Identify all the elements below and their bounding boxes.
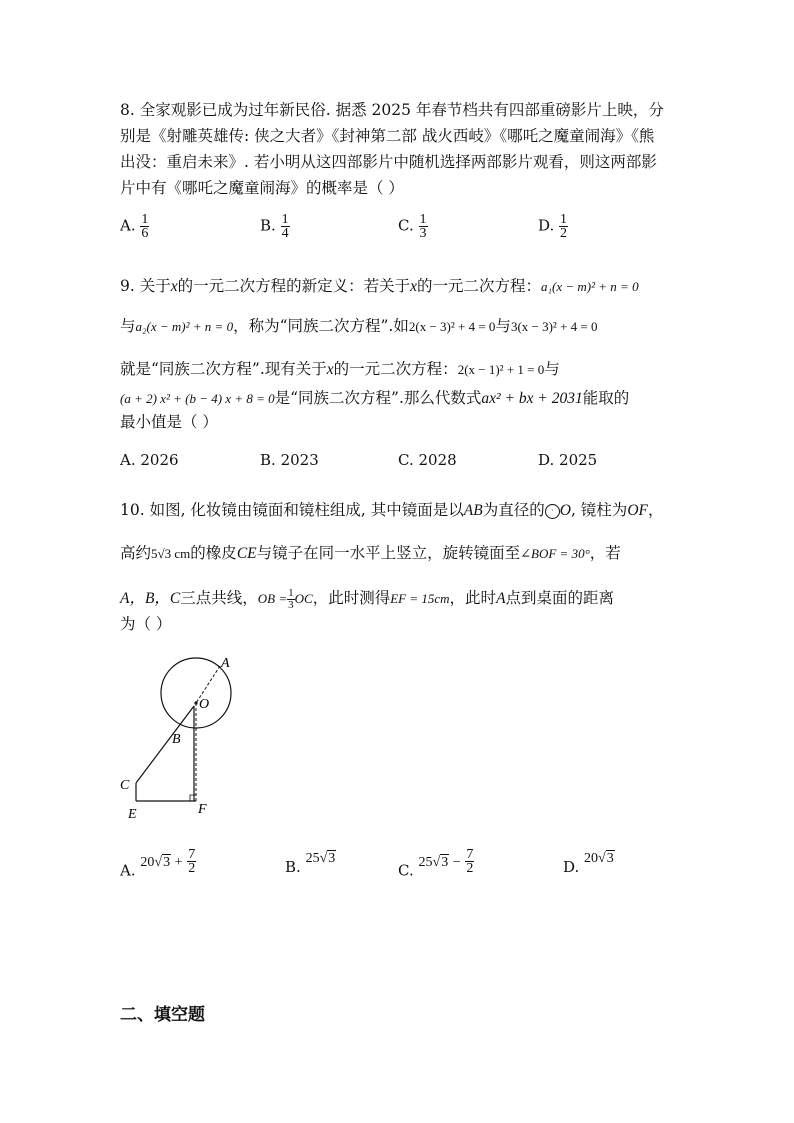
q8-line-3: 出没：重启未来》. 若小明从这四部影片中随机选择两部影片观看，则这两部影 bbox=[120, 153, 657, 171]
radicand: 3 bbox=[606, 851, 614, 866]
q9-text: 与 bbox=[120, 317, 136, 335]
sign: + bbox=[174, 854, 183, 870]
coefficient: 25 bbox=[418, 854, 433, 870]
q10-text: 为直径的 bbox=[482, 501, 545, 519]
option-letter: A. bbox=[120, 861, 136, 880]
q9-text: ，称为“同族二次方程”.如 bbox=[233, 317, 409, 335]
radicand: 3 bbox=[163, 854, 171, 870]
option-letter: B. bbox=[260, 451, 276, 469]
q9-line-5: 最小值是（ ） bbox=[120, 413, 218, 431]
option-letter: A. bbox=[120, 451, 136, 469]
q9-equation-6: (a + 2) x² + (b − 4) x + 8 = 0 bbox=[120, 391, 275, 406]
option-value: 2028 bbox=[418, 451, 457, 469]
q10-text: ， bbox=[647, 501, 664, 519]
option-letter: A. bbox=[120, 216, 136, 235]
q10-text: 的橡皮 bbox=[190, 544, 237, 562]
option-letter: B. bbox=[285, 858, 301, 876]
segment-ab: AB bbox=[463, 502, 483, 519]
option-letter: C. bbox=[398, 861, 414, 880]
q10-text: 三点共线， bbox=[180, 589, 258, 607]
q10-option-b: B. 25√3 bbox=[285, 851, 336, 876]
section-title: 二、填空题 bbox=[120, 1005, 205, 1025]
q9-text: 9. 关于 bbox=[120, 277, 171, 295]
segment-ce: CE bbox=[236, 545, 257, 562]
q10-text: ，此时 bbox=[449, 589, 497, 607]
radicand: 3 bbox=[328, 851, 336, 866]
point-o: O bbox=[559, 502, 571, 519]
q9-equation-5: 2(x − 1)² + 1 = 0 bbox=[457, 362, 545, 377]
label-b: B bbox=[172, 732, 181, 747]
fraction-denominator: 3 bbox=[419, 226, 427, 241]
q9-text: 与 bbox=[544, 360, 560, 378]
q9-option-d bbox=[538, 451, 597, 469]
q8-option-d bbox=[538, 213, 568, 240]
q9-option-b bbox=[260, 451, 319, 469]
fraction-numerator: 1 bbox=[141, 212, 149, 227]
q9-text: 是“同族二次方程”.那么代数式 bbox=[274, 389, 482, 407]
q10-text: ，此时测得 bbox=[312, 589, 391, 607]
ef-value: EF = 15cm bbox=[390, 591, 450, 606]
fraction-denominator: 2 bbox=[466, 861, 474, 876]
q10-option-c: C. 25√3 − $\frac{7}{2}$ bbox=[398, 847, 474, 880]
q9-text: 与 bbox=[495, 317, 511, 335]
option-value: 2026 bbox=[140, 451, 179, 469]
q8-line-4: 片中有《哪吒之魔童闹海》的概率是（ ） bbox=[120, 179, 404, 197]
height-value: 5√3 cm bbox=[151, 546, 191, 561]
label-e: E bbox=[128, 807, 137, 822]
mirror-figure bbox=[110, 648, 250, 823]
option-letter: C. bbox=[398, 216, 414, 235]
sign: − bbox=[452, 854, 461, 870]
line-bc bbox=[136, 706, 194, 783]
q10-text: 高约 bbox=[120, 544, 152, 562]
segment-of: OF bbox=[627, 502, 648, 519]
q9-line-2 bbox=[120, 314, 598, 339]
fraction-denominator: 6 bbox=[141, 226, 149, 241]
q9-equation-2: a₂(x − m)² + n = 0 bbox=[135, 319, 234, 334]
var-x: x bbox=[326, 361, 334, 378]
fraction-denominator: 2 bbox=[560, 226, 568, 241]
label-c: C bbox=[120, 778, 130, 793]
fraction-numerator: 7 bbox=[466, 847, 474, 862]
var-x: x bbox=[170, 278, 178, 295]
label-f: F bbox=[198, 802, 207, 817]
option-letter: B. bbox=[260, 216, 276, 235]
coefficient: 25 bbox=[305, 851, 320, 866]
q9-option-a bbox=[120, 451, 179, 469]
q10-line-2 bbox=[120, 541, 621, 566]
q10-text: ，若 bbox=[589, 544, 621, 562]
q10-option-a: A. 20√3 + $\frac{7}{2}$ bbox=[120, 847, 196, 880]
fraction-denominator: 4 bbox=[281, 226, 289, 241]
q9-line-4 bbox=[120, 386, 629, 411]
q8-option-c bbox=[398, 213, 428, 240]
q10-text: 点到桌面的距离 bbox=[505, 589, 615, 607]
fraction-numerator: 1 bbox=[419, 212, 427, 227]
point-a: A bbox=[496, 590, 506, 607]
option-value: 2023 bbox=[280, 451, 319, 469]
q10-option-d: D. 20√3 bbox=[563, 851, 614, 876]
q10-line-3 bbox=[120, 586, 614, 611]
label-o: O bbox=[199, 697, 210, 712]
angle-bof: ∠BOF = 30° bbox=[520, 546, 590, 561]
fraction-numerator: 1 bbox=[560, 212, 568, 227]
q8-option-b bbox=[260, 213, 290, 240]
option-letter: C. bbox=[398, 451, 414, 469]
coefficient: 20 bbox=[584, 851, 599, 866]
option-letter: D. bbox=[538, 216, 555, 235]
option-letter: D. bbox=[538, 451, 555, 469]
q9-option-c bbox=[398, 451, 457, 469]
q10-text: , 镜柱为 bbox=[570, 501, 628, 519]
q9-text: 的一元二次方程的新定义：若关于 bbox=[177, 277, 411, 295]
oc-label: OC bbox=[294, 591, 313, 606]
one-third-fraction: $\frac{1}{3}$ bbox=[288, 586, 294, 611]
q9-equation-3: 2(x − 3)² + 4 = 0 bbox=[408, 319, 496, 334]
q10-text: 与镜子在同一水平上竖立，旋转镜面至 bbox=[256, 544, 521, 562]
q8-line-1: 8. 全家观影已成为过年新民俗. 据悉 2025 年春节档共有四部重磅影片上映，分 bbox=[120, 101, 664, 119]
coefficient: 20 bbox=[140, 854, 155, 870]
points-abc: A，B，C bbox=[120, 590, 181, 607]
var-x: x bbox=[410, 278, 418, 295]
q9-text: 能取的 bbox=[582, 389, 630, 407]
option-letter: D. bbox=[563, 858, 580, 876]
radicand: 3 bbox=[441, 854, 449, 870]
label-a: A bbox=[221, 656, 230, 671]
fraction-numerator: 1 bbox=[281, 212, 289, 227]
q9-line-1 bbox=[120, 274, 639, 299]
q8-line-2: 别是《射雕英雄传: 侠之大者》《封神第二部 战火西岐》《哪吒之魔童闹海》《熊 bbox=[120, 127, 655, 145]
right-angle-mark bbox=[190, 795, 196, 801]
q9-equation-4: 3(x − 3)² + 4 = 0 bbox=[510, 319, 598, 334]
q10-line-1 bbox=[120, 498, 664, 523]
fraction-denominator: 2 bbox=[188, 861, 196, 876]
q9-equation-1: a₁(x − m)² + n = 0 bbox=[541, 279, 639, 294]
q9-line-3 bbox=[120, 357, 560, 382]
center-dot bbox=[194, 701, 197, 704]
circle-symbol-icon: · bbox=[545, 504, 560, 519]
ob-label: OB = bbox=[257, 591, 288, 606]
option-value: 2025 bbox=[559, 451, 598, 469]
q9-text: 的一元二次方程： bbox=[417, 277, 542, 295]
q9-text: 的一元二次方程： bbox=[333, 360, 458, 378]
q10-text: 10. 如图, 化妆镜由镜面和镜柱组成, 其中镜面是以 bbox=[120, 501, 464, 519]
q9-text: 就是“同族二次方程”.现有关于 bbox=[120, 360, 327, 378]
q8-option-a bbox=[120, 213, 149, 240]
q10-line-4: 为（ ） bbox=[120, 615, 172, 633]
q9-expression: ax² + bx + 2031 bbox=[481, 390, 583, 407]
fraction-numerator: 7 bbox=[188, 847, 196, 862]
